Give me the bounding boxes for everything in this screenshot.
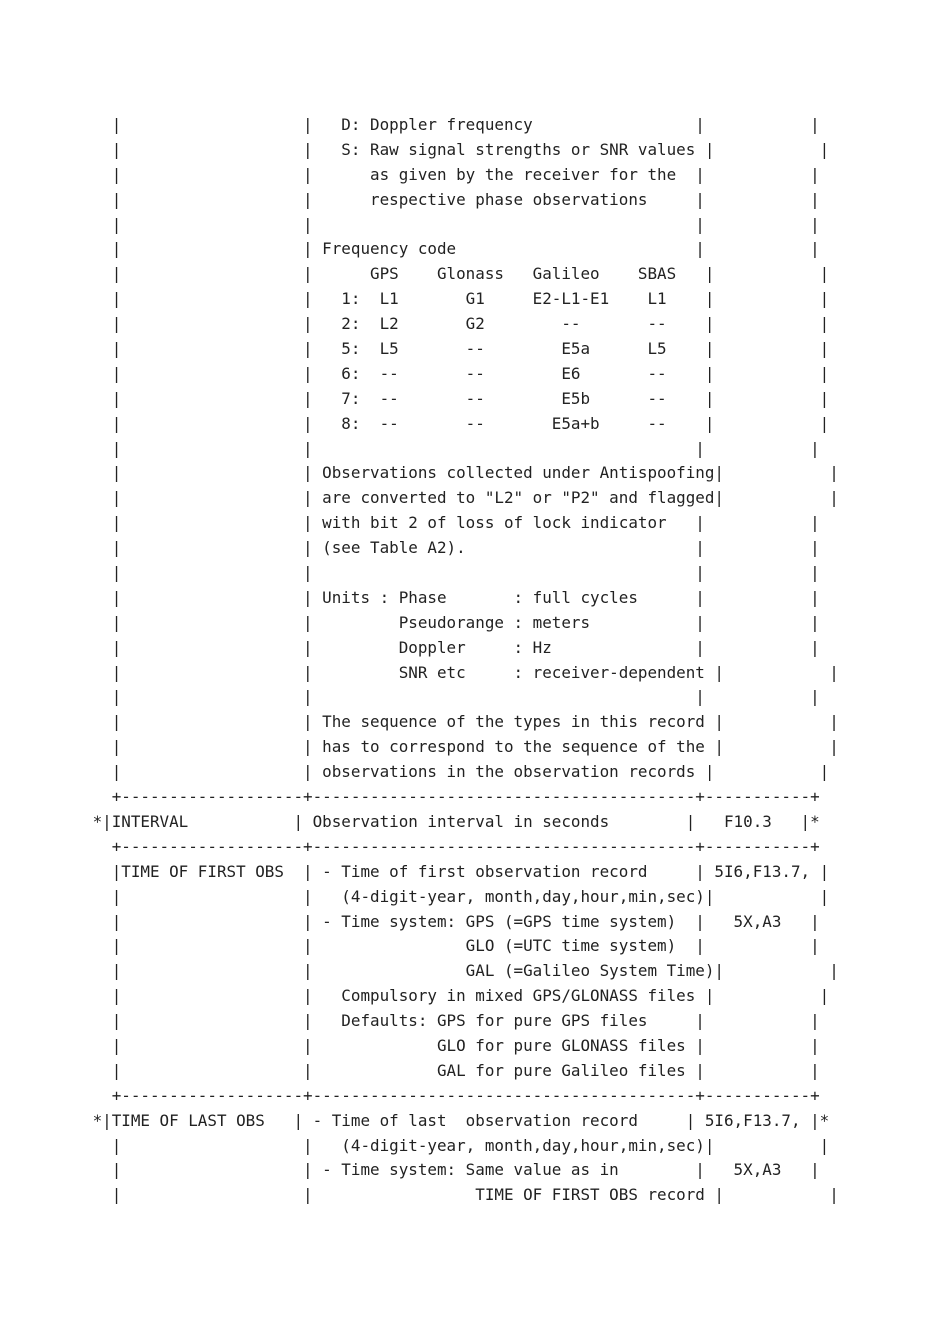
table-line: | | Defaults: GPS for pure GPS files | |	[83, 1011, 820, 1031]
table-line: | | | |	[83, 438, 820, 458]
table-line: *|TIME OF LAST OBS | - Time of last observation record | 5I6,F13.7, |*	[83, 1110, 830, 1130]
table-line: | | (4-digit-year, month,day,hour,min,sec)| |	[83, 1135, 830, 1155]
table-line: | | GAL (=Galileo System Time)| |	[83, 961, 839, 981]
table-line: | | with bit 2 of loss of lock indicator | |	[83, 513, 820, 533]
table-line: | | 8: -- -- E5a+b -- | |	[83, 413, 830, 433]
table-line: | | Compulsory in mixed GPS/GLONASS files | |	[83, 986, 830, 1006]
table-line: | | The sequence of the types in this record | |	[83, 712, 839, 732]
table-line: | | GLO for pure GLONASS files | |	[83, 1035, 820, 1055]
table-line: | | are converted to "L2" or "P2" and flagged| |	[83, 488, 839, 508]
table-line: | | has to correspond to the sequence of the | |	[83, 737, 839, 757]
table-line: *|INTERVAL | Observation interval in seconds | F10.3 |*	[83, 811, 820, 831]
table-line: | | 1: L1 G1 E2-L1-E1 L1 | |	[83, 289, 830, 309]
table-line: | | - Time system: GPS (=GPS time system) | 5X,A3 |	[83, 911, 820, 931]
table-line: | | Units : Phase : full cycles | |	[83, 587, 820, 607]
table-line: |TIME OF FIRST OBS | - Time of first observation record | 5I6,F13.7, |	[83, 861, 830, 881]
table-line: | | GAL for pure Galileo files | |	[83, 1060, 820, 1080]
table-line: | | - Time system: Same value as in | 5X,A3 |	[83, 1160, 820, 1180]
table-line: | | | |	[83, 214, 820, 234]
table-line: | | (see Table A2). | |	[83, 538, 820, 558]
table-line: | | GLO (=UTC time system) | |	[83, 936, 820, 956]
table-line: +-------------------+----------------------------------------+-----------+	[83, 836, 820, 856]
table-line: | | | |	[83, 563, 820, 583]
table-line: | | as given by the receiver for the | |	[83, 164, 820, 184]
table-line: | | 5: L5 -- E5a L5 | |	[83, 339, 830, 359]
table-line: +-------------------+----------------------------------------+-----------+	[83, 1085, 820, 1105]
table-line: | | | |	[83, 687, 820, 707]
table-line: | | 2: L2 G2 -- -- | |	[83, 314, 830, 334]
table-line: | | S: Raw signal strengths or SNR values | |	[83, 139, 830, 159]
table-line: | | TIME OF FIRST OBS record | |	[83, 1185, 839, 1205]
table-line: | | Frequency code | |	[83, 239, 820, 259]
table-line: | | D: Doppler frequency | |	[83, 115, 820, 134]
rinex-header-table	[83, 113, 839, 1208]
table-line: | | Doppler : Hz | |	[83, 637, 820, 657]
table-line: | | respective phase observations | |	[83, 189, 820, 209]
table-line: | | observations in the observation records | |	[83, 762, 830, 782]
table-line: | | Observations collected under Antispoofing| |	[83, 463, 839, 483]
table-line: | | GPS Glonass Galileo SBAS | |	[83, 264, 830, 284]
table-line: +-------------------+----------------------------------------+-----------+	[83, 787, 820, 807]
table-line: | | Pseudorange : meters | |	[83, 612, 820, 632]
table-line: | | (4-digit-year, month,day,hour,min,sec)| |	[83, 886, 830, 906]
table-line: | | SNR etc : receiver-dependent | |	[83, 662, 839, 682]
table-line: | | 6: -- -- E6 -- | |	[83, 363, 830, 383]
table-line: | | 7: -- -- E5b -- | |	[83, 388, 830, 408]
